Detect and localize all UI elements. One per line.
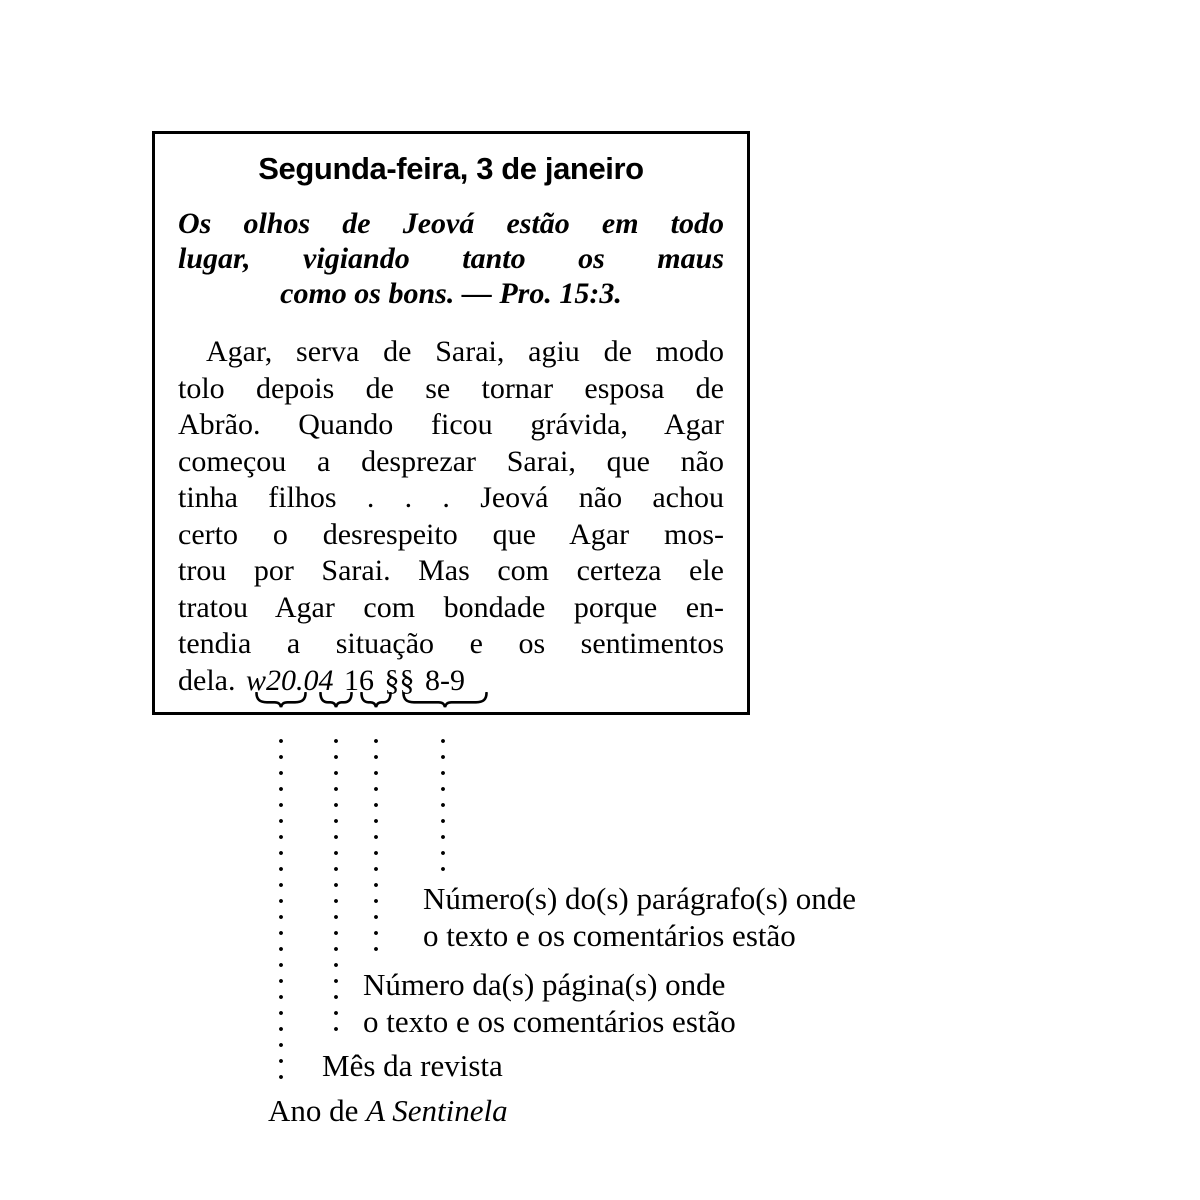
month-connector-line — [334, 733, 338, 1036]
year-label — [268, 1092, 508, 1129]
year-underbrace-icon — [255, 692, 307, 709]
citation-year: w20 — [245, 663, 296, 697]
comment-line: tratou Agar com bondade porque en- — [178, 590, 724, 624]
citation-separator: . — [295, 663, 304, 697]
label-line: o texto e os comentários estão — [363, 1004, 736, 1039]
label-line: Número(s) do(s) parágrafo(s) onde — [423, 881, 856, 916]
citation-month: 04 — [303, 663, 334, 697]
citation-paragraphs: §§ 8-9 — [384, 663, 465, 697]
magazine-title: A Sentinela — [366, 1093, 508, 1128]
scripture-line: como os bons. — Pro. 15:3. — [280, 277, 622, 310]
comment-line: certo o desrespeito que Agar mos- — [178, 517, 724, 551]
month-underbrace-icon — [319, 692, 353, 709]
comment-line: tendia a situação e os sentimentos — [178, 627, 724, 660]
paragraphs-underbrace-icon — [402, 692, 488, 709]
label-line: Número da(s) página(s) onde — [363, 967, 726, 1002]
page-numbers-label — [363, 966, 736, 1040]
label-line: o texto e os comentários estão — [423, 918, 796, 953]
comment-paragraph — [178, 334, 724, 699]
page-connector-line — [374, 733, 378, 956]
comment-line: tolo depois de se tornar esposa de — [178, 371, 724, 405]
page-underbrace-icon — [360, 692, 392, 709]
scripture-text — [178, 206, 724, 311]
scripture-line: Os olhos de Jeová estão em todo — [178, 207, 724, 240]
citation-page: 16 — [343, 663, 374, 697]
citation-sentence-end: dela. — [178, 663, 236, 697]
comment-line: trou por Sarai. Mas com certeza ele — [178, 554, 724, 587]
year-connector-line — [279, 733, 283, 1086]
comment-line: Agar, serva de Sarai, agiu de modo — [206, 335, 724, 368]
comment-line: tinha filhos . . . Jeová não achou — [178, 481, 724, 514]
paragraphs-connector-line — [441, 733, 445, 876]
date-heading: Segunda-feira, 3 de janeiro — [258, 151, 644, 186]
comment-line: começou a desprezar Sarai, que não — [178, 444, 724, 478]
month-label: Mês da revista — [322, 1048, 503, 1083]
comment-line: Abrão. Quando ficou grávida, Agar — [178, 408, 724, 441]
year-label-prefix: Ano de — [268, 1093, 359, 1128]
paragraph-numbers-label — [423, 880, 856, 954]
daily-text-card — [152, 131, 750, 715]
scripture-line: lugar, vigiando tanto os maus — [178, 242, 724, 275]
